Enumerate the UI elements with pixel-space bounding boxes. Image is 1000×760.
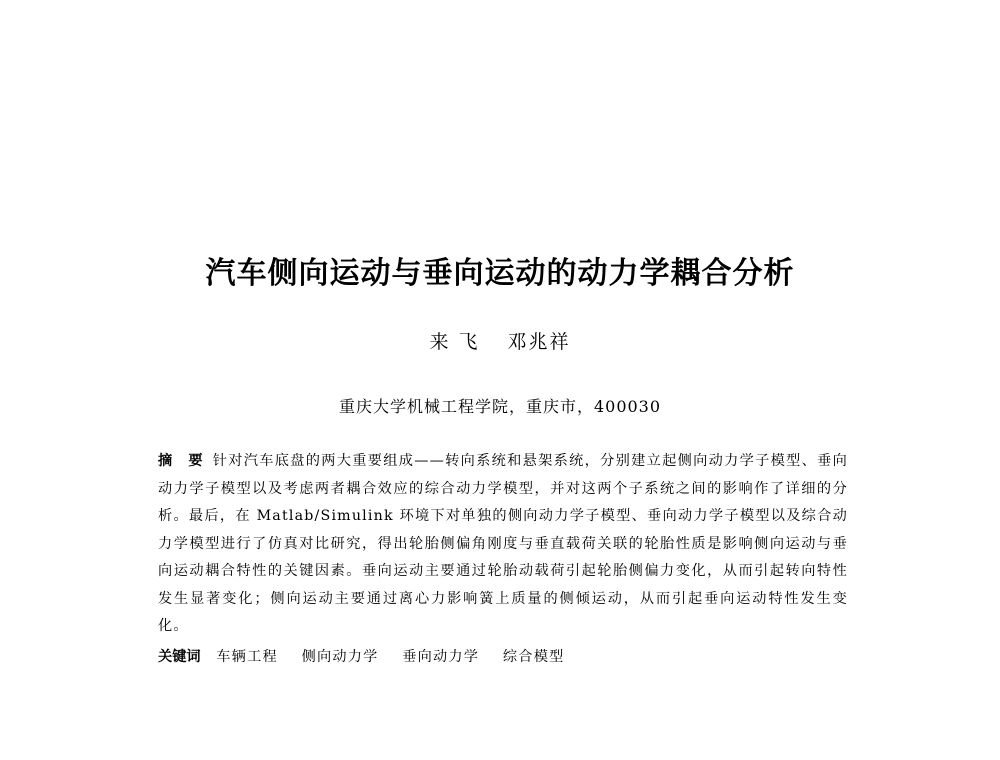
keywords bbox=[158, 644, 848, 672]
abstract-label: 摘 要 bbox=[158, 453, 203, 469]
author-name: 邓兆祥 bbox=[507, 331, 571, 353]
keyword: 侧向动力学 bbox=[301, 649, 379, 665]
abstract bbox=[158, 448, 848, 641]
author-name: 来 飞 bbox=[429, 331, 480, 353]
keyword: 综合模型 bbox=[502, 649, 565, 665]
keywords-label: 关键词 bbox=[158, 649, 201, 665]
keyword: 垂向动力学 bbox=[402, 649, 480, 665]
paper-title: 汽车侧向运动与垂向运动的动力学耦合分析 bbox=[205, 256, 795, 291]
author-list bbox=[0, 328, 1000, 356]
abstract-text: 针对汽车底盘的两大重要组成——转向系统和悬架系统，分别建立起侧向动力学子模型、垂向动力学子模型以及考虑两者耦合效应的综合动力学模型，并对这两个子系统之间的影响作了详细的分析。最后，在 Matlab/Simulink 环境下对单独的侧向动力学子模型、垂向动力学子模型以及综合动力学模型进行了仿真对比研究，得出轮胎侧偏角刚度与垂直载荷关联的轮胎性质是影响侧向运动与垂向运动耦合特性的关键因素。垂向运动主要通过轮胎动载荷引起轮胎侧偏力变化，从而引起转向特性发生显著变化；侧向运动主要通过离心力影响簧上质量的侧倾运动，从而引起垂向运动特性发生变化。 bbox=[158, 453, 848, 634]
affiliation: 重庆大学机械工程学院，重庆市，400030 bbox=[338, 397, 662, 416]
keyword: 车辆工程 bbox=[216, 649, 278, 665]
